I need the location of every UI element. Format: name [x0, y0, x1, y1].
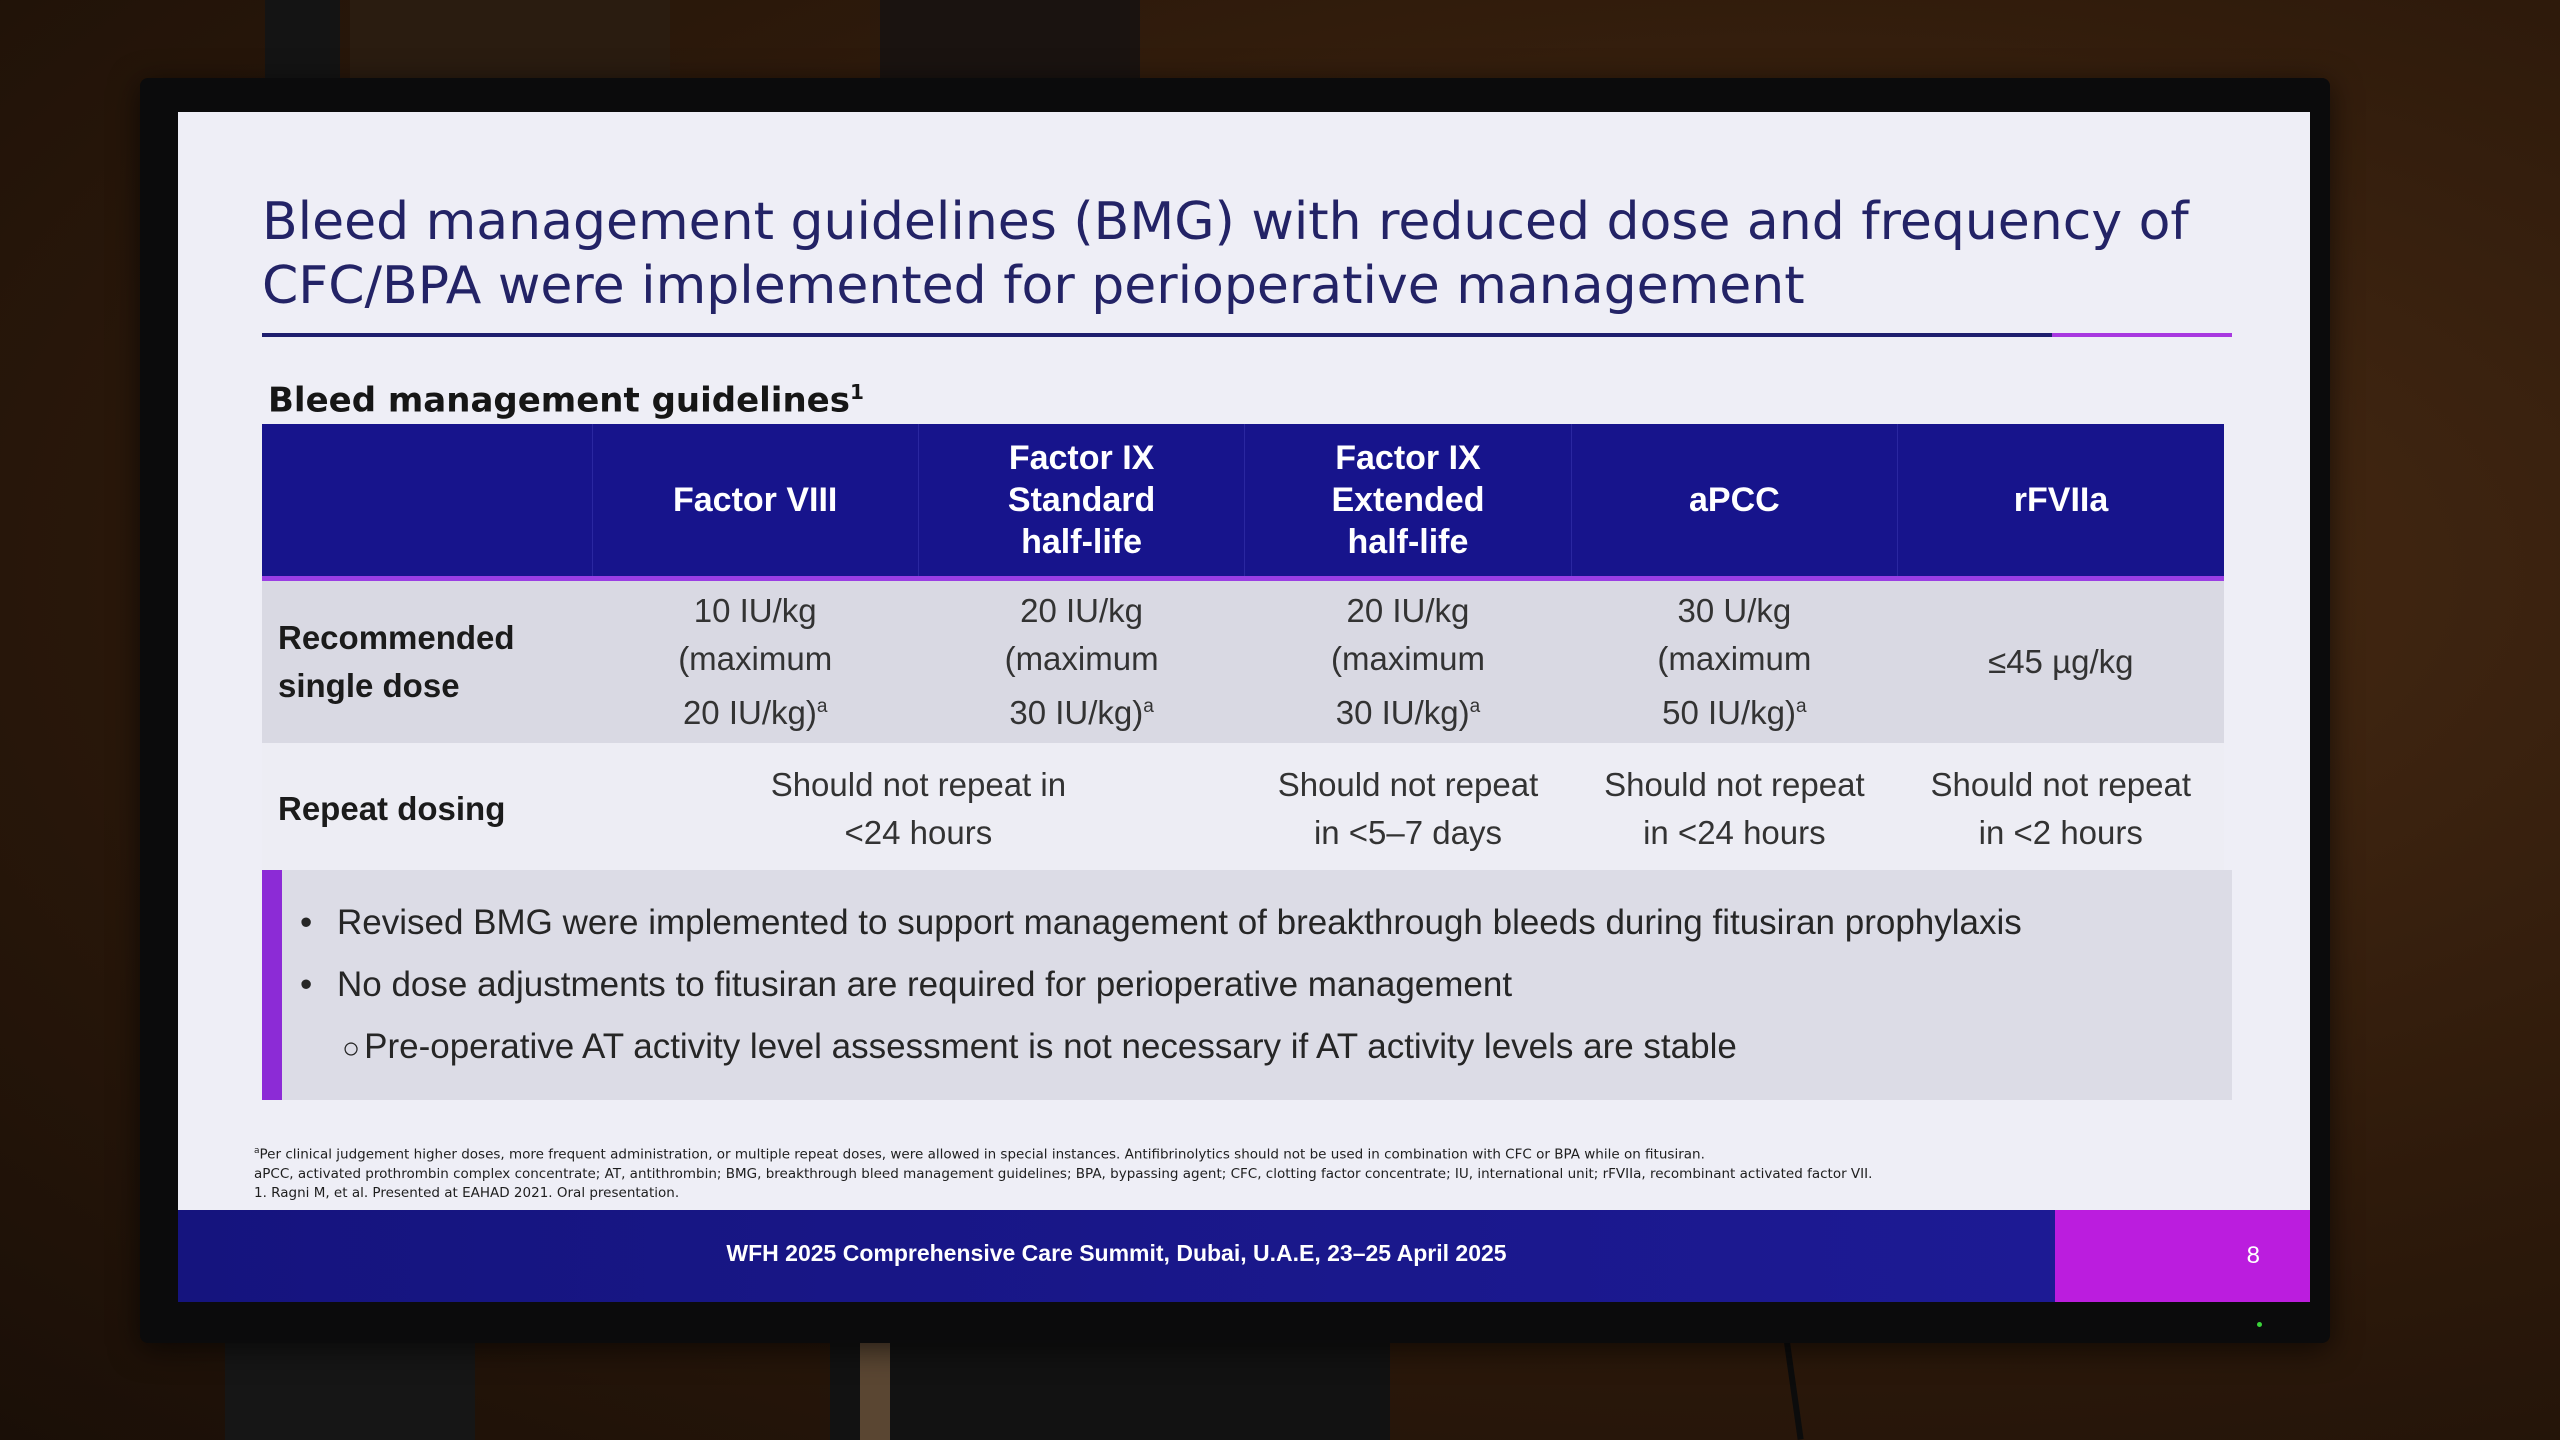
cell-text: 30 U/kg	[1677, 592, 1792, 629]
power-cable	[1782, 1330, 1803, 1440]
title-underline	[262, 333, 2052, 337]
cell-text: in <2 hours	[1978, 814, 2143, 851]
cell-factor-ix-ext-repeat	[1245, 743, 1571, 875]
cell-text: 20 IU/kg	[1020, 592, 1144, 629]
footnote-mark: a	[254, 1146, 260, 1156]
cell-text: Should not repeat	[1930, 766, 2192, 803]
header-text: Factor IX	[1008, 439, 1155, 477]
cell-text: 10 IU/kg	[693, 592, 817, 629]
header-empty	[262, 424, 592, 579]
cell-text: Should not repeat in	[770, 766, 1067, 803]
header-text: half-life	[1347, 523, 1469, 561]
cell-text: in <5–7 days	[1313, 814, 1502, 851]
cell-text: in <24 hours	[1643, 814, 1826, 851]
footnote-text: Per clinical judgement higher doses, more frequent administration, or multiple repeat doses, were allowed in special instances. Antifibrinolytics should not be used in combination with CFC or BPA while on fitusiran.	[259, 1146, 1705, 1163]
header-text: Standard	[1007, 481, 1156, 519]
table-header-row	[262, 424, 2224, 579]
cell-factor-viii-dose	[592, 579, 918, 744]
footnote-mark: a	[1143, 696, 1154, 717]
section-label-ref: 1	[849, 380, 864, 404]
cell-text: 20 IU/kg)	[682, 694, 817, 731]
table-row	[262, 743, 2224, 875]
footnote-line: 1. Ragni M, et al. Presented at EAHAD 2021. Oral presentation.	[254, 1184, 680, 1201]
footer-event-text: WFH 2025 Comprehensive Care Summit, Dubai, U.A.E, 23–25 April 2025	[726, 1240, 1507, 1266]
footnote-line: aPCC, activated prothrombin complex concentrate; AT, antithrombin; BMG, breakthrough bleed management guidelines; BPA, bypassing agent; CFC, clotting factor concentrate; IU, international unit; rFVIIa, recombinant activated factor VII.	[254, 1165, 1873, 1182]
header-factor-ix-standard	[918, 424, 1244, 579]
table-row	[262, 579, 2224, 744]
cell-text: 30 IU/kg)	[1009, 694, 1144, 731]
footnote-line	[254, 1142, 2254, 1165]
list-item-sub	[282, 1016, 2232, 1080]
key-points-callout	[262, 870, 2232, 1100]
cell-apcc-dose	[1571, 579, 1897, 744]
cell-text: Should not repeat	[1277, 766, 1539, 803]
header-text: Factor IX	[1335, 439, 1481, 477]
section-label	[268, 380, 864, 420]
cell-rfviia-dose: ≤45 µg/kg	[1898, 579, 2224, 744]
list-item	[282, 892, 2232, 954]
cell-rfviia-repeat	[1898, 743, 2224, 875]
header-rfviia: rFVIIa	[1898, 424, 2224, 579]
footnote-mark: a	[1469, 696, 1481, 717]
slide-footer	[178, 1210, 2055, 1302]
bleed-management-table	[262, 424, 2224, 875]
header-text: Extended	[1331, 481, 1485, 519]
cell-text: <24 hours	[844, 814, 993, 851]
bullet-text: Revised BMG were implemented to support management of breakthrough bleeds during fitusiran prophylaxis	[337, 903, 2022, 942]
bullet-icon: •	[300, 965, 313, 1004]
cell-factor-ix-ext-dose	[1245, 579, 1571, 744]
title-underline-accent	[2052, 333, 2232, 337]
list-item	[282, 954, 2232, 1016]
cell-text: (maximum	[678, 640, 833, 677]
footnote-mark: a	[816, 696, 828, 717]
row-label-repeat-dosing: Repeat dosing	[262, 743, 592, 875]
cell-text: (maximum	[1004, 640, 1159, 677]
page-number: 8	[2246, 1242, 2260, 1269]
cell-factor-viii-ix-std-repeat	[592, 743, 1245, 875]
bullet-icon: •	[300, 903, 313, 942]
cell-text: (maximum	[1657, 640, 1812, 677]
header-text: half-life	[1021, 523, 1143, 561]
cell-text: single dose	[278, 667, 460, 704]
header-apcc: aPCC	[1571, 424, 1897, 579]
header-factor-ix-extended	[1245, 424, 1571, 579]
footnote-mark: a	[1796, 696, 1807, 717]
cell-text: 50 IU/kg)	[1662, 694, 1797, 731]
cell-apcc-repeat	[1571, 743, 1897, 875]
presentation-slide	[178, 112, 2310, 1302]
cell-text: (maximum	[1330, 640, 1485, 677]
section-label-text: Bleed management guidelines	[268, 380, 850, 421]
cell-text: 20 IU/kg	[1346, 592, 1470, 629]
bullet-text: No dose adjustments to fitusiran are required for perioperative management	[337, 965, 1513, 1004]
page-number-badge	[2055, 1210, 2310, 1302]
circle-bullet-icon: ○	[342, 1032, 361, 1065]
row-label-single-dose	[262, 579, 592, 744]
cell-text: 30 IU/kg)	[1335, 694, 1470, 731]
cell-factor-ix-std-dose	[918, 579, 1244, 744]
footnotes	[254, 1142, 2254, 1203]
power-led-icon	[2257, 1322, 2262, 1327]
header-factor-viii: Factor VIII	[592, 424, 918, 579]
bullet-text: Pre-operative AT activity level assessment is not necessary if AT activity levels are stable	[364, 1027, 1737, 1066]
slide-title: Bleed management guidelines (BMG) with reduced dose and frequency of CFC/BPA were implemented for perioperative management	[262, 192, 2189, 316]
cell-text: Recommended	[278, 619, 515, 656]
cell-text: Should not repeat	[1604, 766, 1865, 803]
